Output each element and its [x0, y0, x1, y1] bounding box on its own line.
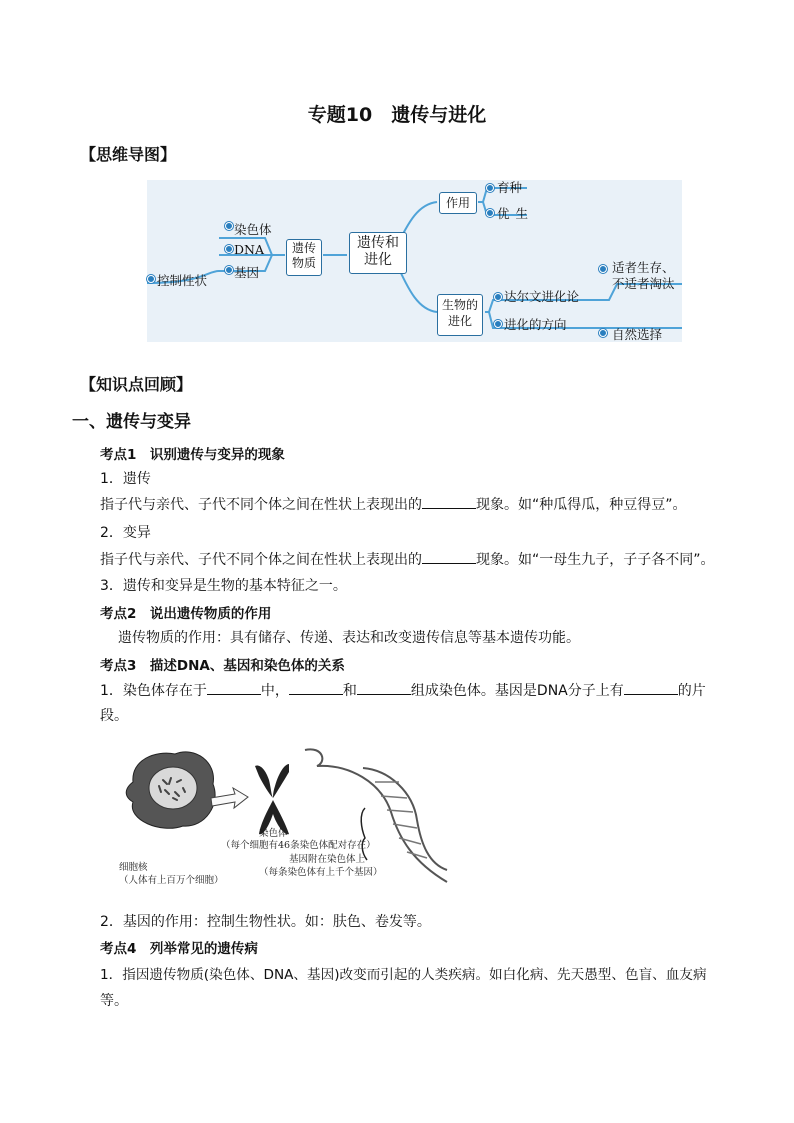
bullet-icon	[494, 320, 502, 328]
answer-blank[interactable]	[624, 680, 678, 695]
item-variation-number: 2．变异	[100, 525, 151, 541]
top-node	[439, 192, 477, 214]
key-point-2-text: 遗传物质的作用：具有储存、传递、表达和改变遗传信息等基本遗传功能。	[118, 630, 580, 646]
answer-blank[interactable]	[422, 494, 476, 509]
kd3-text-a: 1．染色体存在于	[100, 683, 207, 699]
leaf-control-trait: 控制性状	[157, 273, 208, 288]
key-point-4-line1: 1．指因遗传物质(染色体、DNA、基因)改变而引起的人类疾病。如白化病、先天愚型、色盲、血友病	[100, 967, 707, 983]
key-point-3-item2: 2．基因的作用：控制生物性状。如：肤色、卷发等。	[100, 914, 431, 930]
leaf-chromosome: 染色体	[234, 222, 272, 237]
nucleus-note: （人体有上百万个细胞）	[119, 875, 224, 886]
bullet-icon	[147, 275, 155, 283]
kd3-text-b: 中，	[260, 683, 289, 699]
key-point-4-line2: 等。	[100, 993, 128, 1009]
key-point-3-line1	[100, 680, 706, 700]
review-heading: 【知识点回顾】	[80, 375, 193, 394]
item-variation-text-post: 现象。如“一母生九子，子子各不同”。	[476, 552, 715, 568]
leaf-dna: DNA	[234, 242, 264, 257]
leaf-darwin: 达尔文进化论	[504, 289, 580, 304]
leaf-eugenics: 优生	[497, 206, 535, 221]
chromosome-note: （每个细胞有46条染色体配对存在）	[221, 840, 376, 851]
answer-blank[interactable]	[422, 549, 476, 564]
gene-label: 基因附在染色体上	[289, 854, 366, 865]
center-node	[349, 232, 407, 274]
key-point-3: 考点3 描述DNA、基因和染色体的关系	[100, 658, 345, 674]
gene-note: （每条染色体有上千个基因）	[259, 867, 383, 878]
bottom-node-label: 生物的进化	[441, 298, 478, 328]
answer-blank[interactable]	[289, 680, 343, 695]
leaf-gene: 基因	[234, 265, 260, 280]
leaf-natural-selection: 自然选择	[612, 327, 663, 342]
top-node-label: 作用	[445, 196, 470, 210]
item-heredity-number: 1．遗传	[100, 471, 151, 487]
item-variation-text-pre: 指子代与亲代、子代不同个体之间在性状上表现出的	[100, 552, 422, 568]
mindmap-heading: 【思维导图】	[80, 145, 177, 164]
item-heredity-text-post: 现象。如“种瓜得瓜，种豆得豆”。	[476, 497, 687, 513]
page-title: 专题10 遗传与进化	[307, 104, 487, 126]
item-heredity-text	[100, 494, 687, 514]
section-heading: 一、遗传与变异	[72, 412, 191, 432]
key-point-3-line2: 段。	[100, 708, 128, 724]
left-node-label: 遗传物质	[291, 241, 316, 270]
key-point-2: 考点2 说出遗传物质的作用	[100, 606, 272, 622]
left-node	[286, 239, 322, 276]
leaf-survival-line1: 适者生存、	[612, 260, 675, 275]
mind-map-connectors	[147, 180, 682, 342]
item-basic-feature: 3．遗传和变异是生物的基本特征之一。	[100, 578, 347, 594]
item-heredity-text-pre: 指子代与亲代、子代不同个体之间在性状上表现出的	[100, 497, 422, 513]
leaf-direction: 进化的方向	[504, 317, 567, 332]
leaf-survival	[612, 260, 675, 292]
answer-blank[interactable]	[357, 680, 411, 695]
bottom-node	[437, 294, 483, 336]
bullet-icon	[494, 293, 502, 301]
mind-map	[147, 180, 682, 342]
bullet-icon	[486, 209, 494, 217]
bullet-icon	[486, 184, 494, 192]
item-variation-text	[100, 549, 715, 569]
kd3-text-c: 和	[342, 683, 357, 699]
key-point-1: 考点1 识别遗传与变异的现象	[100, 447, 285, 463]
dna-figure	[113, 742, 453, 890]
kd3-text-d: 组成染色体。基因是DNA分子上有	[410, 683, 624, 699]
bullet-icon	[599, 265, 607, 273]
chromosome-label: 染色体	[259, 828, 288, 839]
key-point-4: 考点4 列举常见的遗传病	[100, 941, 258, 957]
bullet-icon	[225, 222, 233, 230]
leaf-breeding: 育种	[497, 180, 523, 195]
nucleus-label: 细胞核	[119, 862, 148, 873]
bullet-icon	[225, 245, 233, 253]
bullet-icon	[225, 266, 233, 274]
answer-blank[interactable]	[207, 680, 261, 695]
bullet-icon	[599, 329, 607, 337]
kd3-text-e: 的片	[677, 683, 706, 699]
center-node-label: 遗传和进化	[357, 235, 399, 268]
leaf-survival-line2: 不适者淘汰	[612, 276, 675, 291]
